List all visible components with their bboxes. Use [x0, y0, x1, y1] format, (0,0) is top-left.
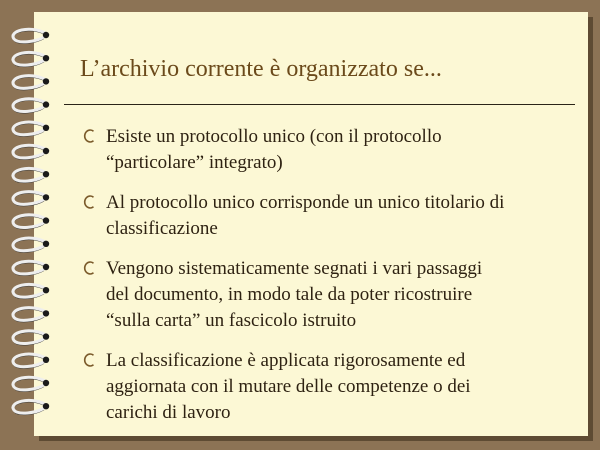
title-divider: [64, 104, 575, 105]
hollow-circle-bullet-icon: [82, 194, 96, 210]
bullet-line: La classificazione è applicata rigorosamente ed: [106, 350, 466, 371]
bullet-list: [82, 124, 562, 440]
spiral-ring-icon: [13, 122, 49, 136]
hollow-circle-bullet-icon: [82, 352, 96, 368]
bullet-text: [106, 190, 562, 242]
spiral-ring-icon: [13, 145, 49, 159]
bullet-line: “sulla carta” un fascicolo istruito: [106, 310, 357, 331]
spiral-ring-icon: [13, 99, 49, 113]
slide-title: L’archivio corrente è organizzato se...: [80, 56, 442, 82]
bullet-line: classificazione: [106, 218, 218, 239]
spiral-ring-icon: [13, 52, 49, 66]
spiral-ring-icon: [13, 400, 49, 414]
spiral-ring-icon: [13, 168, 49, 182]
spiral-ring-icon: [13, 308, 49, 322]
spiral-ring-icon: [13, 284, 49, 298]
spiral-ring-icon: [13, 215, 49, 229]
spiral-ring-icon: [13, 192, 49, 206]
bullet-item-2: [82, 190, 562, 242]
spiral-ring-icon: [13, 261, 49, 275]
bullet-item-4: [82, 348, 562, 426]
bullet-text: [106, 348, 562, 426]
spiral-binding-icon: [0, 0, 60, 450]
bullet-line: “particolare” integrato): [106, 152, 283, 173]
bullet-line: aggiornata con il mutare delle competenze o dei: [106, 376, 471, 397]
hollow-circle-bullet-icon: [82, 128, 96, 144]
bullet-line: Vengono sistematicamente segnati i vari passaggi: [106, 258, 483, 279]
spiral-ring-icon: [13, 29, 49, 43]
bullet-item-1: [82, 124, 562, 176]
bullet-line: del documento, in modo tale da poter ricostruire: [106, 284, 473, 305]
spiral-ring-icon: [13, 354, 49, 368]
spiral-ring-icon: [13, 238, 49, 252]
bullet-text: [106, 256, 562, 334]
spiral-ring-icon: [13, 377, 49, 391]
hollow-circle-bullet-icon: [82, 260, 96, 276]
spiral-ring-icon: [13, 331, 49, 345]
bullet-text: [106, 124, 562, 176]
bullet-item-3: [82, 256, 562, 334]
bullet-line: Al protocollo unico corrisponde un unico titolario di: [106, 192, 505, 213]
spiral-ring-icon: [13, 76, 49, 90]
bullet-line: Esiste un protocollo unico (con il protocollo: [106, 126, 442, 147]
bullet-line: carichi di lavoro: [106, 402, 231, 423]
